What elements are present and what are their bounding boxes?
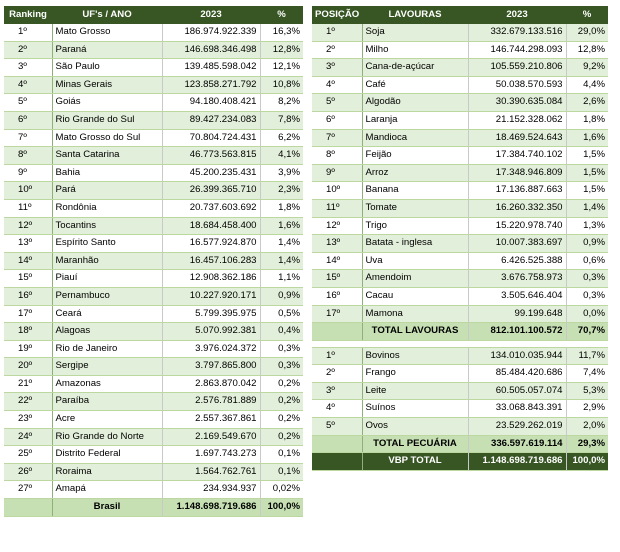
percent-cell: 0,4% (260, 323, 303, 341)
percent-cell: 5,3% (566, 382, 608, 400)
percent-cell: 1,8% (260, 199, 303, 217)
rank-cell: 2º (4, 41, 52, 59)
table-header (312, 6, 608, 24)
grand-total-value: 1.148.698.719.686 (468, 453, 566, 471)
value-cell: 30.390.635.084 (468, 94, 566, 112)
table-row (312, 270, 608, 288)
uf-ranking-table (4, 6, 303, 517)
value-cell: 16.457.106.283 (162, 252, 260, 270)
table-row (4, 375, 303, 393)
name-cell: Sergipe (52, 358, 162, 376)
rank-cell: 23º (4, 411, 52, 429)
name-cell: Mato Grosso do Sul (52, 129, 162, 147)
name-cell: Alagoas (52, 323, 162, 341)
rank-cell: 4º (312, 76, 362, 94)
header-position: POSIÇÃO (312, 6, 362, 24)
name-cell: Tocantins (52, 217, 162, 235)
rank-cell: 17º (4, 305, 52, 323)
percent-cell: 0,2% (260, 428, 303, 446)
table-row (312, 94, 608, 112)
rank-cell: 4º (4, 76, 52, 94)
percent-cell: 2,0% (566, 418, 608, 436)
table-row (4, 235, 303, 253)
name-cell: Trigo (362, 217, 468, 235)
value-cell: 2.557.367.861 (162, 411, 260, 429)
rank-cell: 5º (312, 418, 362, 436)
value-cell: 1.564.762.761 (162, 463, 260, 481)
value-cell: 60.505.057.074 (468, 382, 566, 400)
percent-cell: 0,3% (566, 287, 608, 305)
percent-cell: 10,8% (260, 76, 303, 94)
name-cell: Cacau (362, 287, 468, 305)
table-row (4, 270, 303, 288)
percent-cell: 1,4% (260, 252, 303, 270)
name-cell: Pernambuco (52, 287, 162, 305)
value-cell: 2.576.781.889 (162, 393, 260, 411)
name-cell: Paraíba (52, 393, 162, 411)
name-cell: São Paulo (52, 59, 162, 77)
rank-cell: 16º (4, 287, 52, 305)
value-cell: 3.676.758.973 (468, 270, 566, 288)
rank-cell: 1º (312, 24, 362, 41)
rank-cell: 3º (4, 59, 52, 77)
name-cell: Leite (362, 382, 468, 400)
rank-cell: 14º (312, 252, 362, 270)
percent-cell: 3,9% (260, 164, 303, 182)
table-row (4, 428, 303, 446)
livestock-total-value: 336.597.619.114 (468, 435, 566, 453)
value-cell: 15.220.978.740 (468, 217, 566, 235)
name-cell: Café (362, 76, 468, 94)
name-cell: Piauí (52, 270, 162, 288)
percent-cell: 1,5% (566, 147, 608, 165)
table-row (4, 111, 303, 129)
rank-cell: 13º (312, 235, 362, 253)
name-cell: Espírito Santo (52, 235, 162, 253)
percent-cell: 1,5% (566, 164, 608, 182)
percent-cell: 29,0% (566, 24, 608, 41)
rank-cell: 20º (4, 358, 52, 376)
rank-cell: 13º (4, 235, 52, 253)
name-cell: Santa Catarina (52, 147, 162, 165)
value-cell: 50.038.570.593 (468, 76, 566, 94)
rank-cell: 11º (312, 199, 362, 217)
value-cell: 3.797.865.800 (162, 358, 260, 376)
name-cell: Algodão (362, 94, 468, 112)
crops-total-value: 812.101.100.572 (468, 323, 566, 341)
value-cell: 21.152.328.062 (468, 111, 566, 129)
table-row (312, 182, 608, 200)
table-row (4, 305, 303, 323)
value-cell: 94.180.408.421 (162, 94, 260, 112)
table-row (4, 411, 303, 429)
table-row (4, 358, 303, 376)
table-row (312, 365, 608, 383)
rank-cell: 19º (4, 340, 52, 358)
name-cell: Rondônia (52, 199, 162, 217)
percent-cell: 0,5% (260, 305, 303, 323)
percent-cell: 0,6% (566, 252, 608, 270)
value-cell: 33.068.843.391 (468, 400, 566, 418)
rank-cell: 8º (4, 147, 52, 165)
rank-cell: 26º (4, 463, 52, 481)
name-cell: Mato Grosso (52, 24, 162, 41)
percent-cell: 7,8% (260, 111, 303, 129)
header-percent: % (260, 6, 303, 24)
table-row (4, 217, 303, 235)
name-cell: Acre (52, 411, 162, 429)
value-cell: 26.399.365.710 (162, 182, 260, 200)
percent-cell: 0,1% (260, 446, 303, 464)
value-cell: 123.858.271.792 (162, 76, 260, 94)
value-cell: 17.348.946.809 (468, 164, 566, 182)
table-row (4, 340, 303, 358)
value-cell: 3.505.646.404 (468, 287, 566, 305)
percent-cell: 11,7% (566, 347, 608, 365)
table-row (4, 129, 303, 147)
value-cell: 234.934.937 (162, 481, 260, 499)
table-row (312, 129, 608, 147)
name-cell: Bahia (52, 164, 162, 182)
table-row (4, 182, 303, 200)
value-cell: 20.737.603.692 (162, 199, 260, 217)
rank-cell: 2º (312, 41, 362, 59)
value-cell: 1.697.743.273 (162, 446, 260, 464)
percent-cell: 0,2% (260, 375, 303, 393)
table-row (4, 323, 303, 341)
percent-cell: 9,2% (566, 59, 608, 77)
name-cell: Amendoim (362, 270, 468, 288)
name-cell: Maranhão (52, 252, 162, 270)
table-row (4, 94, 303, 112)
name-cell: Ovos (362, 418, 468, 436)
value-cell: 5.799.395.975 (162, 305, 260, 323)
total-label: Brasil (52, 499, 162, 517)
rank-cell: 15º (312, 270, 362, 288)
value-cell: 10.007.383.697 (468, 235, 566, 253)
name-cell: Batata - inglesa (362, 235, 468, 253)
name-cell: Cana-de-açúcar (362, 59, 468, 77)
value-cell: 6.426.525.388 (468, 252, 566, 270)
rank-cell: 12º (4, 217, 52, 235)
percent-cell: 4,1% (260, 147, 303, 165)
percent-cell: 1,8% (566, 111, 608, 129)
header-rank: Ranking (4, 6, 52, 24)
rank-cell: 1º (312, 347, 362, 365)
table-row (4, 199, 303, 217)
grand-total-label: VBP TOTAL (362, 453, 468, 471)
rank-cell: 22º (4, 393, 52, 411)
percent-cell: 0,9% (260, 287, 303, 305)
name-cell: Amapá (52, 481, 162, 499)
table-row (312, 347, 608, 365)
rank-cell: 9º (4, 164, 52, 182)
table-row (312, 76, 608, 94)
spacer-row (312, 340, 608, 347)
rank-cell: 7º (312, 129, 362, 147)
percent-cell: 1,6% (566, 129, 608, 147)
value-cell: 16.577.924.870 (162, 235, 260, 253)
percent-cell: 6,2% (260, 129, 303, 147)
percent-cell: 1,6% (260, 217, 303, 235)
name-cell: Amazonas (52, 375, 162, 393)
percent-cell: 0,3% (260, 358, 303, 376)
table-row (312, 400, 608, 418)
table-row (312, 235, 608, 253)
rank-cell: 27º (4, 481, 52, 499)
rank-cell: 18º (4, 323, 52, 341)
table-row (4, 24, 303, 41)
value-cell: 45.200.235.431 (162, 164, 260, 182)
table-row (312, 164, 608, 182)
percent-cell: 1,4% (260, 235, 303, 253)
value-cell: 99.199.648 (468, 305, 566, 323)
name-cell: Paraná (52, 41, 162, 59)
rank-cell: 3º (312, 382, 362, 400)
rank-cell: 9º (312, 164, 362, 182)
table-row (4, 481, 303, 499)
percent-cell: 12,8% (566, 41, 608, 59)
rank-cell: 11º (4, 199, 52, 217)
table-row (4, 446, 303, 464)
name-cell: Distrito Federal (52, 446, 162, 464)
rank-cell: 15º (4, 270, 52, 288)
value-cell: 332.679.133.516 (468, 24, 566, 41)
table-row (4, 287, 303, 305)
value-cell: 23.529.262.019 (468, 418, 566, 436)
name-cell: Rio de Janeiro (52, 340, 162, 358)
name-cell: Roraima (52, 463, 162, 481)
name-cell: Uva (362, 252, 468, 270)
value-cell: 18.469.524.643 (468, 129, 566, 147)
value-cell: 2.863.870.042 (162, 375, 260, 393)
percent-cell: 0,9% (566, 235, 608, 253)
value-cell: 146.698.346.498 (162, 41, 260, 59)
total-percent: 100,0% (260, 499, 303, 517)
value-cell: 17.136.887.663 (468, 182, 566, 200)
rank-cell: 5º (312, 94, 362, 112)
value-cell: 17.384.740.102 (468, 147, 566, 165)
table-row (4, 76, 303, 94)
table-row (4, 393, 303, 411)
percent-cell: 2,3% (260, 182, 303, 200)
percent-cell: 2,9% (566, 400, 608, 418)
percent-cell: 0,0% (566, 305, 608, 323)
total-row (4, 499, 303, 517)
percent-cell: 16,3% (260, 24, 303, 41)
table-row (4, 147, 303, 165)
rank-cell: 17º (312, 305, 362, 323)
rank-cell: 8º (312, 147, 362, 165)
value-cell: 89.427.234.083 (162, 111, 260, 129)
name-cell: Ceará (52, 305, 162, 323)
rank-cell: 1º (4, 24, 52, 41)
rank-cell: 6º (312, 111, 362, 129)
grand-total-percent: 100,0% (566, 453, 608, 471)
total-value: 1.148.698.719.686 (162, 499, 260, 517)
name-cell: Soja (362, 24, 468, 41)
rank-cell: 5º (4, 94, 52, 112)
percent-cell: 12,1% (260, 59, 303, 77)
rank-cell: 14º (4, 252, 52, 270)
value-cell: 10.227.920.171 (162, 287, 260, 305)
percent-cell: 8,2% (260, 94, 303, 112)
percent-cell: 1,1% (260, 270, 303, 288)
value-cell: 16.260.332.350 (468, 199, 566, 217)
name-cell: Rio Grande do Sul (52, 111, 162, 129)
table-header (4, 6, 303, 24)
table-row (312, 252, 608, 270)
rank-cell: 4º (312, 400, 362, 418)
value-cell: 5.070.992.381 (162, 323, 260, 341)
rank-cell: 16º (312, 287, 362, 305)
crops-total-percent: 70,7% (566, 323, 608, 341)
table-row (312, 111, 608, 129)
rank-cell: 21º (4, 375, 52, 393)
percent-cell: 0,3% (566, 270, 608, 288)
header-percent: % (566, 6, 608, 24)
percent-cell: 0,2% (260, 393, 303, 411)
name-cell: Tomate (362, 199, 468, 217)
percent-cell: 0,3% (260, 340, 303, 358)
value-cell: 70.804.724.431 (162, 129, 260, 147)
percent-cell: 2,6% (566, 94, 608, 112)
percent-cell: 7,4% (566, 365, 608, 383)
name-cell: Milho (362, 41, 468, 59)
name-cell: Minas Gerais (52, 76, 162, 94)
table-row (4, 59, 303, 77)
rank-cell: 25º (4, 446, 52, 464)
name-cell: Banana (362, 182, 468, 200)
rank-cell: 24º (4, 428, 52, 446)
rank-cell: 7º (4, 129, 52, 147)
name-cell: Mamona (362, 305, 468, 323)
name-cell: Arroz (362, 164, 468, 182)
percent-cell: 1,5% (566, 182, 608, 200)
name-cell: Goiás (52, 94, 162, 112)
name-cell: Laranja (362, 111, 468, 129)
value-cell: 146.744.298.093 (468, 41, 566, 59)
table-row (4, 164, 303, 182)
table-row (312, 147, 608, 165)
percent-cell: 0,02% (260, 481, 303, 499)
rank-cell: 3º (312, 59, 362, 77)
name-cell: Feijão (362, 147, 468, 165)
table-row (4, 41, 303, 59)
table-row (312, 41, 608, 59)
value-cell: 139.485.598.042 (162, 59, 260, 77)
table-row (312, 418, 608, 436)
name-cell: Rio Grande do Norte (52, 428, 162, 446)
table-row (312, 217, 608, 235)
rank-cell: 12º (312, 217, 362, 235)
value-cell: 105.559.210.806 (468, 59, 566, 77)
percent-cell: 1,4% (566, 199, 608, 217)
rank-cell: 10º (4, 182, 52, 200)
rank-cell: 2º (312, 365, 362, 383)
table-row (312, 59, 608, 77)
percent-cell: 0,1% (260, 463, 303, 481)
table-row (4, 252, 303, 270)
percent-cell: 1,3% (566, 217, 608, 235)
table-row (312, 382, 608, 400)
header-year: 2023 (468, 6, 566, 24)
livestock-total-percent: 29,3% (566, 435, 608, 453)
name-cell: Mandioca (362, 129, 468, 147)
name-cell: Suínos (362, 400, 468, 418)
value-cell: 12.908.362.186 (162, 270, 260, 288)
table-row (312, 24, 608, 41)
table-row (312, 199, 608, 217)
percent-cell: 0,2% (260, 411, 303, 429)
value-cell: 2.169.549.670 (162, 428, 260, 446)
crops-total-label: TOTAL LAVOURAS (362, 323, 468, 341)
value-cell: 3.976.024.372 (162, 340, 260, 358)
rank-cell: 10º (312, 182, 362, 200)
header-uf: UF's / ANO (52, 6, 162, 24)
percent-cell: 4,4% (566, 76, 608, 94)
value-cell: 85.484.420.686 (468, 365, 566, 383)
name-cell: Frango (362, 365, 468, 383)
rank-cell: 6º (4, 111, 52, 129)
crops-total-row (312, 323, 608, 341)
value-cell: 134.010.035.944 (468, 347, 566, 365)
crops-livestock-table (312, 6, 608, 471)
table-row (4, 463, 303, 481)
table-row (312, 305, 608, 323)
livestock-total-row (312, 435, 608, 453)
value-cell: 186.974.922.339 (162, 24, 260, 41)
value-cell: 46.773.563.815 (162, 147, 260, 165)
grand-total-row (312, 453, 608, 471)
table-row (312, 287, 608, 305)
header-year: 2023 (162, 6, 260, 24)
header-crops: LAVOURAS (362, 6, 468, 24)
value-cell: 18.684.458.400 (162, 217, 260, 235)
percent-cell: 12,8% (260, 41, 303, 59)
name-cell: Pará (52, 182, 162, 200)
name-cell: Bovinos (362, 347, 468, 365)
livestock-total-label: TOTAL PECUÁRIA (362, 435, 468, 453)
